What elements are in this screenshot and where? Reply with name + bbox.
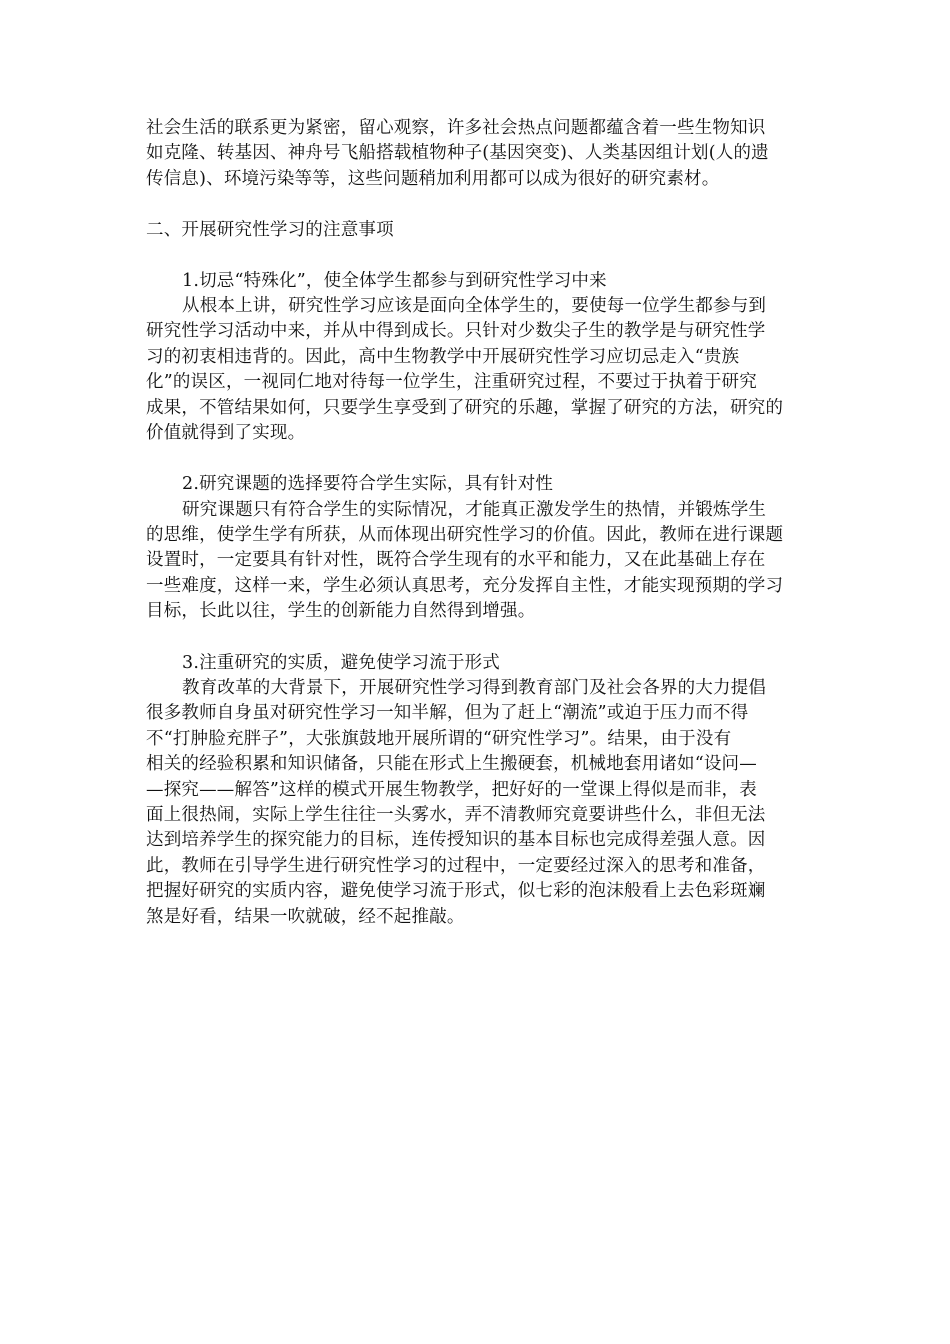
item-line: 达到培养学生的探究能力的目标，连传授知识的基本目标也完成得差强人意。因 — [146, 830, 766, 851]
item-line: 设置时，一定要具有针对性，既符合学生现有的水平和能力，又在此基础上存在 — [146, 550, 766, 571]
section-heading: 二、开展研究性学习的注意事项 — [146, 220, 394, 241]
item-line: 相关的经验积累和知识储备，只能在形式上生搬硬套，机械地套用诸如“设问— — [146, 754, 757, 775]
item-line: 从根本上讲，研究性学习应该是面向全体学生的，要使每一位学生都参与到 — [182, 295, 767, 316]
item-line: 化”的误区，一视同仁地对待每一位学生，注重研究过程，不要过于执着于研究 — [146, 372, 757, 393]
item-line: 一些难度，这样一来，学生必须认真思考，充分发挥自主性，才能实现预期的学习 — [146, 575, 784, 596]
document-page — [146, 116, 810, 930]
item-line: 面上很热闹，实际上学生往往一头雾水，弄不清教师究竟要讲些什么，非但无法 — [146, 804, 766, 825]
intro-paragraph — [146, 116, 810, 192]
intro-line: 社会生活的联系更为紧密，留心观察，许多社会热点问题都蕴含着一些生物知识 — [146, 118, 766, 138]
intro-line: 传信息)、环境污染等等，这些问题稍加利用都可以成为很好的研究素材。 — [146, 168, 720, 189]
item-2 — [146, 472, 810, 624]
item-line: 煞是好看，结果一吹就破，经不起推敲。 — [146, 906, 465, 927]
item-line: 习的初衷相违背的。因此，高中生物教学中开展研究性学习应切忌走入“贵族 — [146, 346, 740, 367]
item-line: 成果，不管结果如何，只要学生享受到了研究的乐趣，掌握了研究的方法，研究的 — [146, 397, 784, 418]
item-line: —探究——解答”这样的模式开展生物教学，把好好的一堂课上得似是而非，表 — [146, 779, 757, 800]
item-line: 的思维，使学生学有所获，从而体现出研究性学习的价值。因此，教师在进行课题 — [146, 525, 784, 546]
item-line: 研究性学习活动中来，并从中得到成长。只针对少数尖子生的教学是与研究性学 — [146, 321, 766, 342]
item-line: 价值就得到了实现。 — [146, 422, 306, 443]
item-heading: 3.注重研究的实质，避免使学习流于形式 — [182, 652, 500, 673]
intro-line: 如克隆、转基因、神舟号飞船搭载植物种子(基因突变)、人类基因组计划(人的遗 — [146, 143, 769, 164]
item-line: 目标，长此以往，学生的创新能力自然得到增强。 — [146, 601, 536, 622]
item-line: 把握好研究的实质内容，避免使学习流于形式，似七彩的泡沫般看上去色彩斑斓 — [146, 881, 766, 902]
item-line: 研究课题只有符合学生的实际情况，才能真正激发学生的热情，并锻炼学生 — [182, 499, 767, 520]
item-line: 很多教师自身虽对研究性学习一知半解，但为了赶上“潮流”或迫于压力而不得 — [146, 703, 749, 724]
item-heading: 2.研究课题的选择要符合学生实际，具有针对性 — [182, 474, 554, 495]
item-1 — [146, 269, 810, 447]
item-line: 不“打肿脸充胖子”，大张旗鼓地开展所谓的“研究性学习”。结果，由于没有 — [146, 728, 732, 749]
item-line: 此，教师在引导学生进行研究性学习的过程中，一定要经过深入的思考和准备， — [146, 855, 766, 876]
item-3 — [146, 651, 810, 930]
item-line: 教育改革的大背景下，开展研究性学习得到教育部门及社会各界的大力提倡 — [182, 678, 767, 699]
item-heading: 1.切忌“特殊化”，使全体学生都参与到研究性学习中来 — [182, 270, 607, 291]
